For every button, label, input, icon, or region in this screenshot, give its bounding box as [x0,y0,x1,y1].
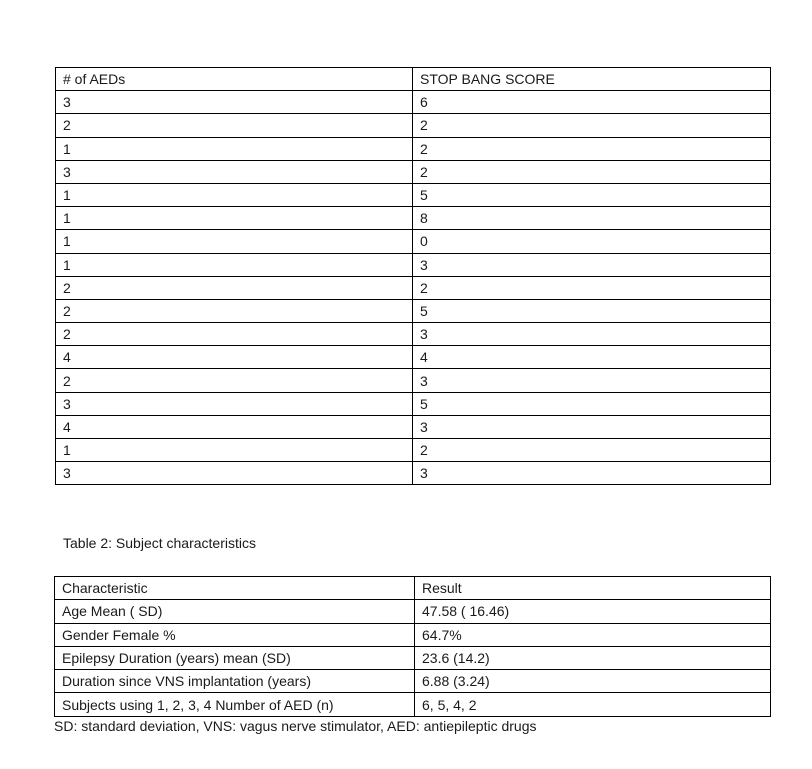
table-cell: 2 [413,137,771,160]
table-cell: 5 [413,392,771,415]
header-row [55,577,771,600]
table-row [56,253,771,276]
header-row [56,68,771,91]
table-cell: 1 [56,253,413,276]
table-cell: 3 [56,462,413,485]
table-cell: 5 [413,183,771,206]
table-row [56,276,771,299]
table-cell: 3 [56,392,413,415]
table-cell: 6, 5, 4, 2 [415,693,771,716]
table-cell: 3 [413,369,771,392]
table-row [56,346,771,369]
table-cell: 4 [56,346,413,369]
table-cell: 1 [56,183,413,206]
header-cell: Result [415,577,771,600]
table-row [56,91,771,114]
table-cell: 2 [413,276,771,299]
table-cell: 64.7% [415,623,771,646]
aed-stopbang-table [55,67,771,485]
table-cell: 2 [56,114,413,137]
table-cell: 2 [413,114,771,137]
table-row [56,439,771,462]
subject-characteristics-table [54,576,771,717]
table-row [56,207,771,230]
table-row [56,392,771,415]
table-row [56,369,771,392]
table-cell: 6 [413,91,771,114]
table-row [56,462,771,485]
table-cell: 4 [56,415,413,438]
header-cell: # of AEDs [56,68,413,91]
table2-caption: Table 2: Subject characteristics [63,535,256,551]
table-cell: 4 [413,346,771,369]
table-cell: Gender Female % [55,623,415,646]
table-cell: 2 [56,323,413,346]
table-row [55,693,771,716]
table-cell: Epilepsy Duration (years) mean (SD) [55,646,415,669]
table-row [56,183,771,206]
table-cell: 8 [413,207,771,230]
table-cell: Duration since VNS implantation (years) [55,670,415,693]
table-cell: Subjects using 1, 2, 3, 4 Number of AED (n) [55,693,415,716]
table-cell: 2 [413,439,771,462]
table-cell: 1 [56,207,413,230]
table-cell: Age Mean ( SD) [55,600,415,623]
table-cell: 3 [413,323,771,346]
table-row [55,600,771,623]
table-cell: 3 [56,160,413,183]
table-cell: 3 [56,91,413,114]
table-row [56,230,771,253]
table-cell: 1 [56,439,413,462]
table-cell: 3 [413,462,771,485]
table-cell: 6.88 (3.24) [415,670,771,693]
table2-footnote: SD: standard deviation, VNS: vagus nerve stimulator, AED: antiepileptic drugs [54,718,537,734]
table-row [55,646,771,669]
table-cell: 2 [56,299,413,322]
header-cell: STOP BANG SCORE [413,68,771,91]
table-row [56,415,771,438]
table-row [56,299,771,322]
table-row [55,623,771,646]
table-cell: 47.58 ( 16.46) [415,600,771,623]
table-cell: 3 [413,415,771,438]
table-row [55,670,771,693]
header-cell: Characteristic [55,577,415,600]
table-row [56,137,771,160]
table-cell: 3 [413,253,771,276]
table-cell: 2 [413,160,771,183]
table-row [56,323,771,346]
table-row [56,114,771,137]
table-cell: 2 [56,276,413,299]
table-cell: 5 [413,299,771,322]
table-cell: 2 [56,369,413,392]
table-cell: 0 [413,230,771,253]
table-cell: 1 [56,137,413,160]
table-row [56,160,771,183]
table-cell: 23.6 (14.2) [415,646,771,669]
table-cell: 1 [56,230,413,253]
